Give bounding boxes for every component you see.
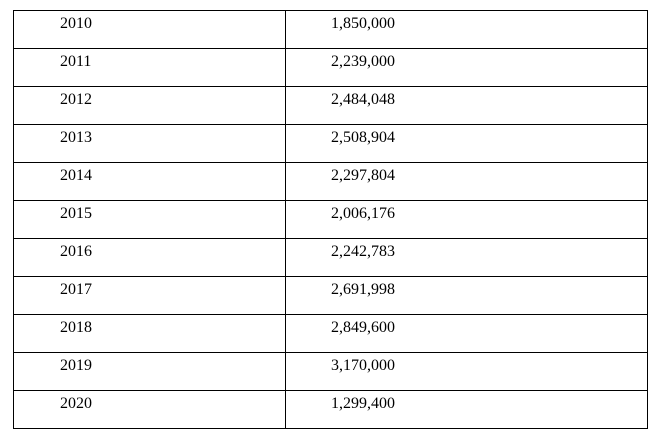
table-row bbox=[14, 353, 648, 391]
year-cell bbox=[14, 239, 286, 277]
data-table bbox=[13, 10, 648, 429]
year-text: 2016 bbox=[60, 243, 92, 260]
value-cell bbox=[286, 125, 648, 163]
value-cell bbox=[286, 49, 648, 87]
year-cell bbox=[14, 125, 286, 163]
value-text: 1,299,400 bbox=[331, 395, 395, 412]
value-text: 2,691,998 bbox=[331, 281, 395, 298]
value-cell bbox=[286, 11, 648, 49]
table-row bbox=[14, 11, 648, 49]
value-cell bbox=[286, 315, 648, 353]
value-text: 2,508,904 bbox=[331, 129, 395, 146]
year-cell bbox=[14, 391, 286, 429]
year-cell bbox=[14, 277, 286, 315]
value-text: 1,850,000 bbox=[331, 15, 395, 32]
table-row bbox=[14, 391, 648, 429]
table-row bbox=[14, 277, 648, 315]
value-cell bbox=[286, 277, 648, 315]
year-text: 2019 bbox=[60, 357, 92, 374]
value-cell bbox=[286, 201, 648, 239]
table-row bbox=[14, 239, 648, 277]
value-cell bbox=[286, 391, 648, 429]
year-cell bbox=[14, 87, 286, 125]
year-cell bbox=[14, 315, 286, 353]
value-text: 2,297,804 bbox=[331, 167, 395, 184]
value-text: 2,849,600 bbox=[331, 319, 395, 336]
value-cell bbox=[286, 163, 648, 201]
table-row bbox=[14, 315, 648, 353]
year-cell bbox=[14, 11, 286, 49]
year-text: 2010 bbox=[60, 15, 92, 32]
year-text: 2013 bbox=[60, 129, 92, 146]
year-text: 2011 bbox=[60, 53, 92, 70]
table-row bbox=[14, 87, 648, 125]
value-text: 2,242,783 bbox=[331, 243, 395, 260]
year-cell bbox=[14, 49, 286, 87]
value-text: 2,239,000 bbox=[331, 53, 395, 70]
year-cell bbox=[14, 201, 286, 239]
year-text: 2012 bbox=[60, 91, 92, 108]
table-row bbox=[14, 49, 648, 87]
value-text: 2,484,048 bbox=[331, 91, 395, 108]
table-body bbox=[14, 11, 648, 429]
year-text: 2020 bbox=[60, 395, 92, 412]
value-cell bbox=[286, 353, 648, 391]
value-text: 3,170,000 bbox=[331, 357, 395, 374]
table-row bbox=[14, 201, 648, 239]
year-cell bbox=[14, 353, 286, 391]
table-row bbox=[14, 125, 648, 163]
value-cell bbox=[286, 239, 648, 277]
year-text: 2015 bbox=[60, 205, 92, 222]
year-text: 2017 bbox=[60, 281, 92, 298]
year-text: 2014 bbox=[60, 167, 92, 184]
year-text: 2018 bbox=[60, 319, 92, 336]
value-cell bbox=[286, 87, 648, 125]
year-cell bbox=[14, 163, 286, 201]
table-row bbox=[14, 163, 648, 201]
value-text: 2,006,176 bbox=[331, 205, 395, 222]
